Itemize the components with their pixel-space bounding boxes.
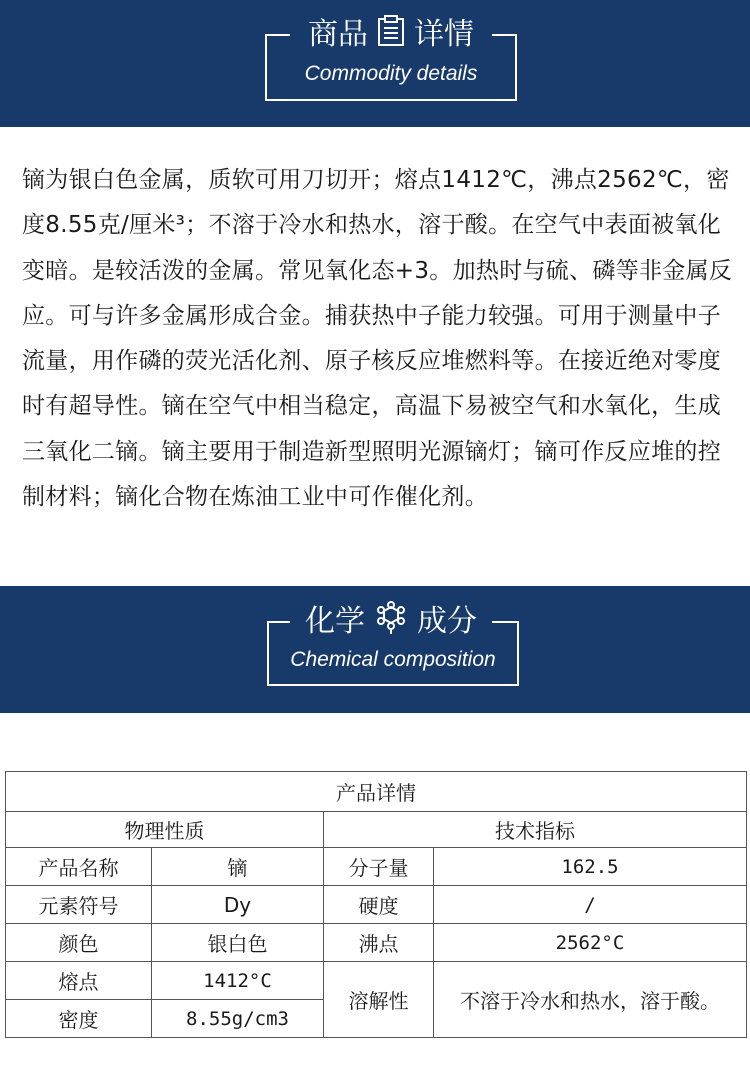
title-left-text: 商品 — [308, 17, 368, 52]
row-label: 产品名称 — [6, 848, 152, 886]
molecule-icon — [373, 601, 409, 644]
product-spec-table — [5, 771, 747, 1038]
table-row — [6, 886, 747, 924]
row-value: / — [434, 886, 747, 924]
title-right-text: 成分 — [417, 604, 477, 639]
row-value: 162.5 — [434, 848, 747, 886]
chemical-composition-title — [290, 602, 492, 642]
table-row — [6, 848, 747, 886]
physical-properties-header: 物理性质 — [6, 812, 324, 848]
row-label: 密度 — [6, 1000, 152, 1038]
table-row — [6, 962, 747, 1000]
row-label: 分子量 — [324, 848, 434, 886]
clipboard-icon — [376, 15, 406, 56]
row-label: 熔点 — [6, 962, 152, 1000]
table-title: 产品详情 — [6, 772, 747, 812]
row-label: 元素符号 — [6, 886, 152, 924]
chemical-composition-subtitle: Chemical composition — [290, 648, 496, 671]
commodity-details-title — [290, 15, 492, 55]
technical-specs-header: 技术指标 — [324, 812, 747, 848]
row-label: 颜色 — [6, 924, 152, 962]
product-description: 镝为银白色金属，质软可用刀切开；熔点1412℃，沸点2562℃，密度8.55克/厘米³；不溶于冷水和热水，溶于酸。在空气中表面被氧化变暗。是较活泼的金属。常见氧化态+3。加热时与硫、磷等非金属反应。可与许多金属形成合金。捕获热中子能力较强。可用于测量中子流量，用作磷的荧光活化剂、原子核反应堆燃料等。在接近绝对零度时有超导性。镝在空气中相当稳定，高温下易被空气和水氧化，生成三氧化二镝。镝主要用于制造新型照明光源镝灯；镝可作反应堆的控制材料；镝化合物在炼油工业中可作催化剂。 — [22, 167, 733, 511]
title-left-text: 化学 — [305, 604, 365, 639]
row-value: Dy — [152, 886, 324, 924]
row-label: 沸点 — [324, 924, 434, 962]
row-label: 溶解性 — [324, 962, 434, 1038]
row-value: 银白色 — [152, 924, 324, 962]
row-value: 8.55g/cm3 — [152, 1000, 324, 1038]
row-label: 硬度 — [324, 886, 434, 924]
commodity-details-subtitle: Commodity details — [304, 62, 478, 85]
table-row — [6, 924, 747, 962]
title-right-text: 详情 — [414, 17, 474, 52]
row-value: 1412°C — [152, 962, 324, 1000]
row-value: 镝 — [152, 848, 324, 886]
row-value: 2562°C — [434, 924, 747, 962]
row-value: 不溶于冷水和热水，溶于酸。 — [434, 962, 747, 1038]
